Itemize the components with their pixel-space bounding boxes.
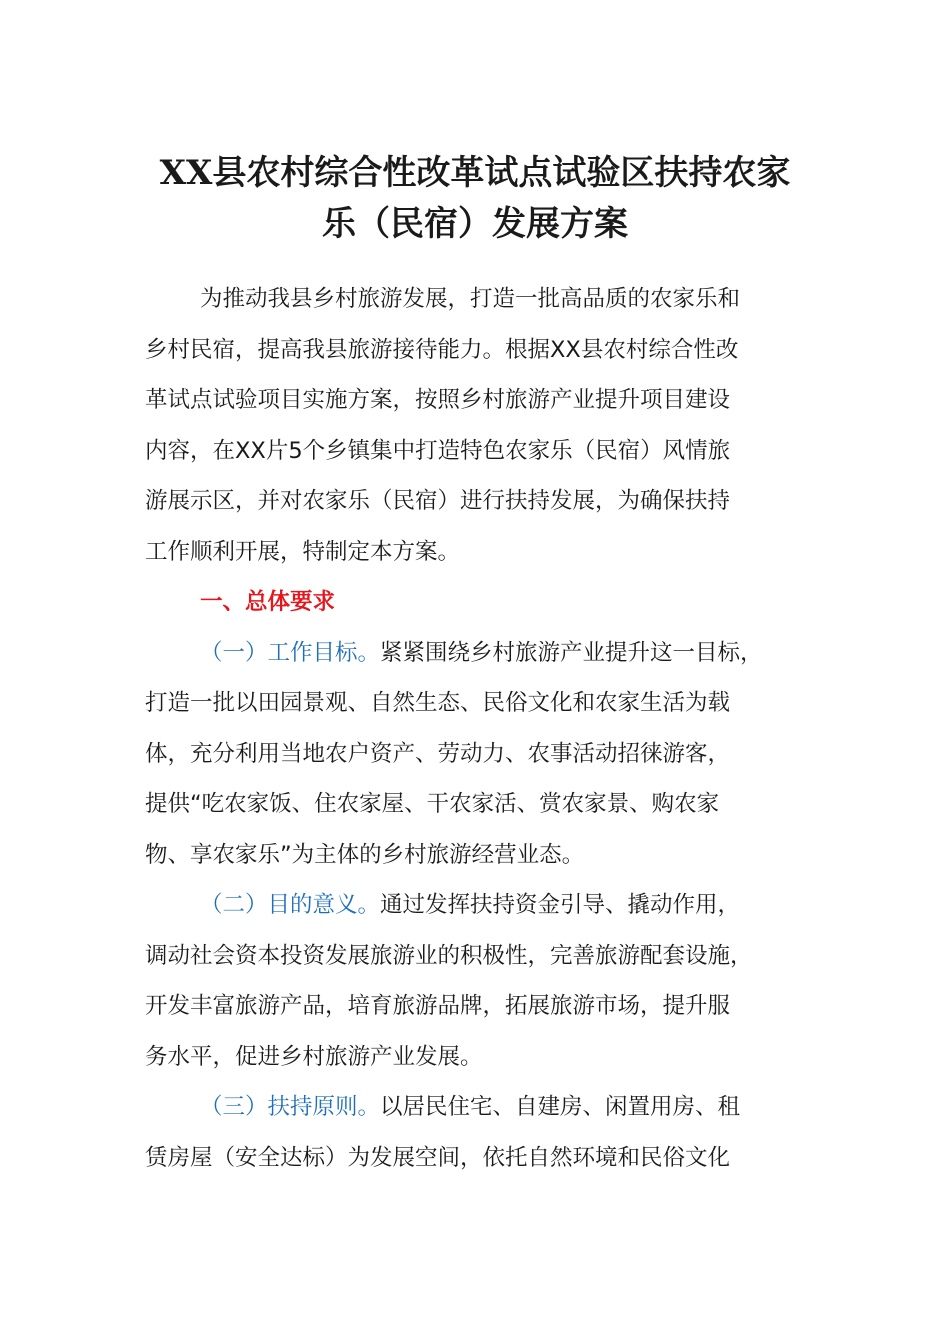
sub2-line-4: 务水平，促进乡村旅游产业发展。 [145, 1043, 483, 1070]
sub1-line-5: 物、享农家乐”为主体的乡村旅游经营业态。 [145, 841, 585, 868]
sub2-label: （二）目的意义。 [200, 892, 381, 918]
document-title [120, 148, 830, 249]
sub1-label: （一）工作目标。 [200, 639, 381, 666]
title-line-2: 乐（民宿）发展方案 [322, 203, 628, 244]
sub1-line-3: 体，充分利用当地农户资产、劳动力、农事活动招徕游客， [145, 740, 731, 767]
sub1-first-line [145, 628, 805, 679]
sub1-line-2: 打造一批以田园景观、自然生态、民俗文化和农家生活为载 [145, 690, 731, 716]
intro-paragraph [145, 274, 805, 577]
intro-line-2: 乡村民宿，提高我县旅游接待能力。根据XX县农村综合性改 [145, 336, 739, 363]
sub-paragraph-3 [145, 1082, 805, 1183]
sub1-first-text: 紧紧围绕乡村旅游产业提升这一目标， [380, 639, 763, 666]
sub2-line-2: 调动社会资本投资发展旅游业的积极性，完善旅游配套设施， [145, 942, 753, 969]
sub3-label: （三）扶持原则。 [200, 1094, 381, 1120]
intro-line-3: 革试点试验项目实施方案，按照乡村旅游产业提升项目建设 [145, 387, 731, 413]
intro-line-1: 为推动我县乡村旅游发展，打造一批高品质的农家乐和 [200, 286, 741, 312]
intro-line-5: 游展示区，并对农家乐（民宿）进行扶持发展，为确保扶持 [145, 488, 731, 514]
sub2-first-line [145, 880, 805, 931]
title-line-1: XX县农村综合性改革试点试验区扶持农家 [159, 153, 791, 193]
sub3-first-line [145, 1082, 805, 1133]
intro-line-6: 工作顺利开展，特制定本方案。 [145, 538, 461, 565]
sub1-line-4: 提供“吃农家饭、住农家屋、干农家活、赏农家景、购农家 [145, 791, 720, 817]
intro-line-4: 内容，在XX片5个乡镇集中打造特色农家乐（民宿）风情旅 [145, 437, 731, 464]
sub-paragraph-1 [145, 628, 805, 881]
sub3-line-2: 赁房屋（安全达标）为发展空间，依托自然环境和民俗文化 [145, 1144, 731, 1171]
sub-paragraph-2 [145, 880, 805, 1082]
sub3-first-text: 以居民住宅、自建房、闲置用房、租 [380, 1094, 741, 1120]
sub2-first-text: 通过发挥扶持资金引导、撬动作用， [380, 892, 741, 918]
document-body [145, 274, 805, 1183]
section-heading-1: 一、总体要求 [200, 589, 336, 615]
sub2-line-3: 开发丰富旅游产品，培育旅游品牌，拓展旅游市场，提升服 [145, 993, 731, 1019]
